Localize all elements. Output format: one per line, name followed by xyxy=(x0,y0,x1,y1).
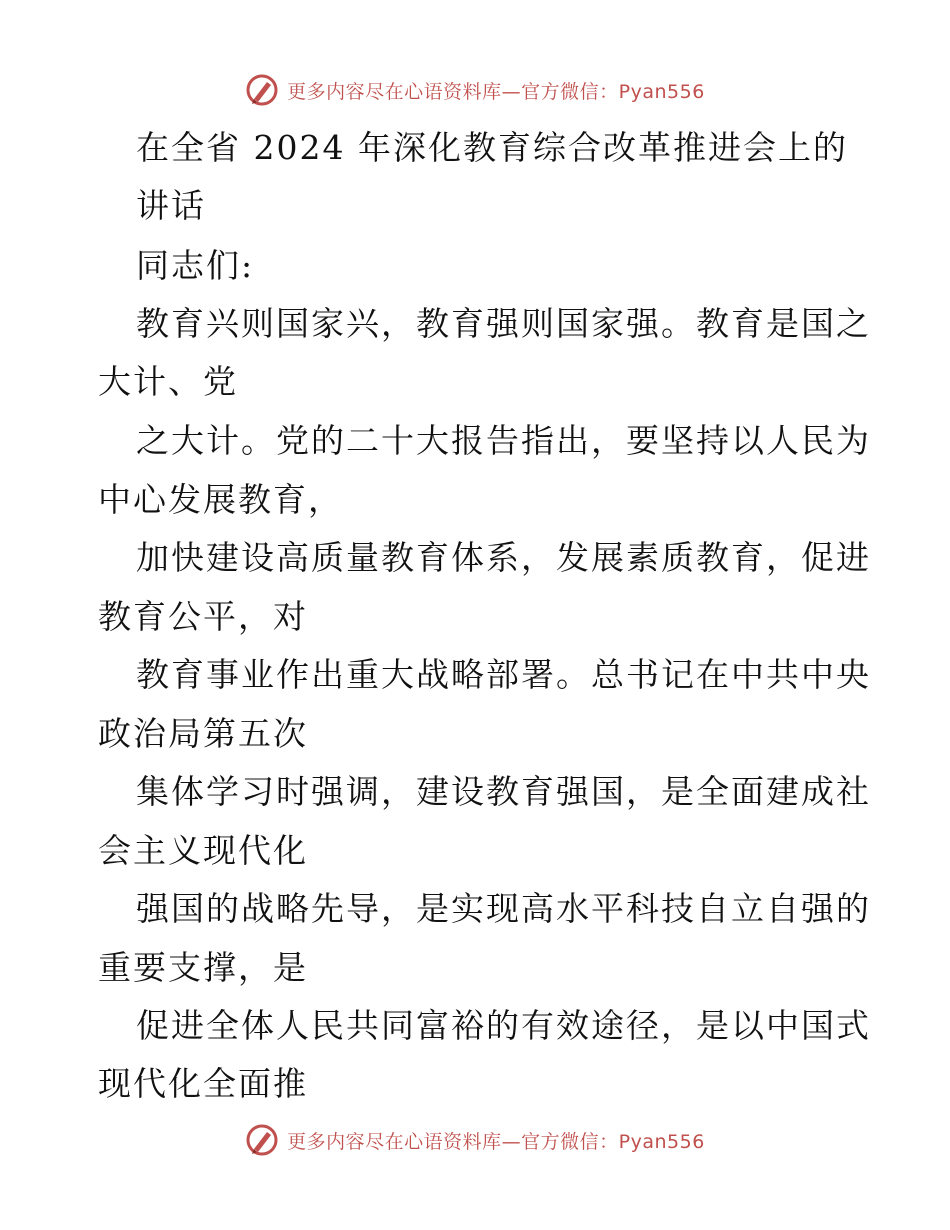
salutation: 同志们: xyxy=(136,246,255,285)
body-line: 重要支撑，是 xyxy=(98,948,308,987)
title-line-2: 讲话 xyxy=(136,186,206,225)
footer-watermark xyxy=(0,1120,950,1160)
body-line: 会主义现代化 xyxy=(98,831,308,870)
body-line: 强国的战略先导，是实现高水平科技自立自强的 xyxy=(136,889,871,928)
watermark-text: 更多内容尽在心语资料库—官方微信：Pyan556 xyxy=(287,1130,705,1153)
body-line: 促进全体人民共同富裕的有效途径，是以中国式 xyxy=(136,1006,871,1045)
body-line: 教育事业作出重大战略部署。总书记在中共中央 xyxy=(136,655,871,694)
body-line: 集体学习时强调，建设教育强国，是全面建成社 xyxy=(136,772,871,811)
pen-logo-icon xyxy=(245,1123,279,1157)
body-line: 中心发展教育， xyxy=(98,480,343,519)
body-line: 政治局第五次 xyxy=(98,714,308,753)
body-line: 教育公平，对 xyxy=(98,597,308,636)
watermark-text: 更多内容尽在心语资料库—官方微信：Pyan556 xyxy=(287,80,705,103)
body-line: 加快建设高质量教育体系，发展素质教育，促进 xyxy=(136,538,871,577)
title-line-1: 在全省 2024 年深化教育综合改革推进会上的 xyxy=(136,128,848,167)
body-line: 之大计。党的二十大报告指出，要坚持以人民为 xyxy=(136,421,871,460)
body-line: 大计、党 xyxy=(98,362,238,401)
body-line: 教育兴则国家兴，教育强则国家强。教育是国之 xyxy=(136,304,871,343)
body-line: 现代化全面推 xyxy=(98,1064,308,1103)
